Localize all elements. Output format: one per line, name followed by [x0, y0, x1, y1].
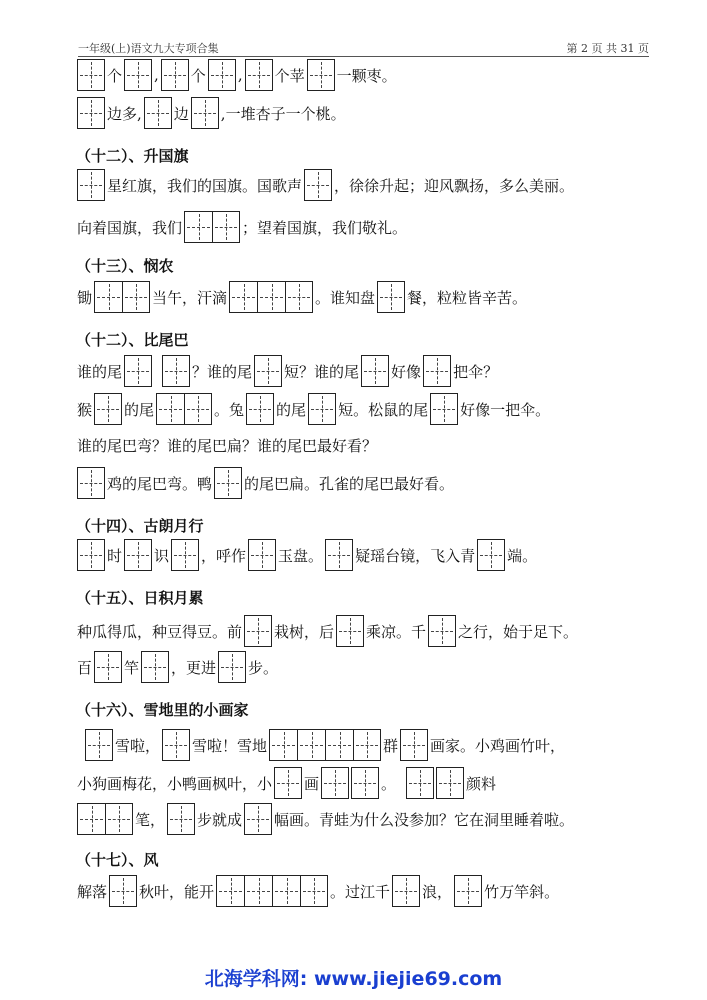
tianzige-writing-box[interactable] — [244, 875, 272, 907]
answer-grid-group — [167, 803, 195, 835]
tianzige-writing-box[interactable] — [109, 875, 137, 907]
tianzige-writing-box[interactable] — [307, 59, 335, 91]
worksheet-line — [76, 538, 538, 572]
answer-grid-group — [229, 281, 313, 313]
answer-grid-group — [406, 767, 434, 799]
answer-grid-group — [454, 875, 482, 907]
text-segment: 乘凉。千 — [366, 622, 427, 641]
doc-header-page: 第 2 页 共 31 页 — [566, 42, 649, 55]
text-segment: , — [237, 66, 243, 84]
text-segment: 猴 — [77, 400, 93, 419]
tianzige-writing-box[interactable] — [353, 729, 381, 761]
tianzige-writing-box[interactable] — [161, 59, 189, 91]
worksheet-line — [76, 428, 378, 462]
tianzige-writing-box[interactable] — [124, 59, 152, 91]
answer-grid-group — [304, 169, 332, 201]
worksheet-line — [76, 650, 279, 684]
answer-grid-group — [392, 875, 420, 907]
text-segment: ；望着国旗，我们敬礼。 — [242, 218, 408, 237]
tianzige-writing-box[interactable] — [77, 467, 105, 499]
text-segment: 把伞？ — [453, 362, 499, 381]
tianzige-writing-box[interactable] — [229, 281, 257, 313]
tianzige-writing-box[interactable] — [351, 767, 379, 799]
text-segment: 识 — [154, 546, 170, 565]
tianzige-writing-box[interactable] — [308, 393, 336, 425]
text-segment: 浪， — [422, 882, 453, 901]
answer-grid-group — [477, 539, 505, 571]
answer-grid-group — [244, 803, 272, 835]
answer-grid-group — [77, 97, 105, 129]
tianzige-writing-box[interactable] — [321, 767, 349, 799]
tianzige-writing-box[interactable] — [269, 729, 297, 761]
answer-grid-group — [308, 393, 336, 425]
text-segment: 谁的尾巴弯？谁的尾巴扁？谁的尾巴最好看？ — [77, 436, 378, 455]
tianzige-writing-box[interactable] — [244, 615, 272, 647]
answer-grid-group — [269, 729, 381, 761]
tianzige-writing-box[interactable] — [400, 729, 428, 761]
answer-grid-group — [191, 97, 219, 129]
tianzige-writing-box[interactable] — [274, 767, 302, 799]
worksheet-line — [76, 580, 204, 614]
section-heading: （十四）、古朗月行 — [76, 516, 204, 535]
answer-grid-group — [85, 729, 113, 761]
tianzige-writing-box[interactable] — [162, 729, 190, 761]
answer-grid-group — [144, 97, 172, 129]
section-heading: （十六）、雪地里的小画家 — [76, 700, 249, 719]
tianzige-writing-box[interactable] — [85, 729, 113, 761]
tianzige-writing-box[interactable] — [244, 803, 272, 835]
tianzige-writing-box[interactable] — [105, 803, 133, 835]
tianzige-writing-box[interactable] — [297, 729, 325, 761]
text-segment: 边 — [173, 104, 189, 123]
doc-header-title: 一年级(上)语文九大专项合集 — [78, 42, 219, 55]
text-segment: 疑瑶台镜，飞入青 — [355, 546, 476, 565]
section-heading: （十七）、风 — [76, 850, 159, 869]
text-segment: 短。松鼠的尾 — [338, 400, 429, 419]
text-segment: ？谁的尾 — [192, 362, 253, 381]
text-segment: 鸡的尾巴弯。鸭 — [107, 474, 213, 493]
answer-grid-group — [351, 767, 379, 799]
text-segment: 一颗枣。 — [336, 66, 397, 85]
worksheet-line — [76, 614, 579, 648]
tianzige-writing-box[interactable] — [184, 211, 212, 243]
text-segment: ，徐徐升起；迎风飘扬，多么美丽。 — [334, 176, 575, 195]
answer-grid-group — [77, 169, 105, 201]
worksheet-line — [76, 508, 204, 542]
section-heading: （十五）、日积月累 — [76, 588, 204, 607]
text-segment: 端。 — [507, 546, 538, 565]
answer-grid-group — [94, 651, 122, 683]
tianzige-writing-box[interactable] — [272, 875, 300, 907]
text-segment: 步。 — [248, 658, 279, 677]
worksheet-line — [76, 210, 408, 244]
section-heading: （十二）、比尾巴 — [76, 330, 189, 349]
text-segment: 画家。小鸡画竹叶， — [430, 736, 566, 755]
answer-grid-group — [400, 729, 428, 761]
tianzige-writing-box[interactable] — [124, 539, 152, 571]
tianzige-writing-box[interactable] — [430, 393, 458, 425]
answer-grid-group — [245, 59, 273, 91]
text-segment: ，更进 — [171, 658, 217, 677]
tianzige-writing-box[interactable] — [477, 539, 505, 571]
answer-grid-group — [325, 539, 353, 571]
answer-grid-group — [307, 59, 335, 91]
tianzige-writing-box[interactable] — [423, 355, 451, 387]
text-segment: 颜料 — [466, 774, 497, 793]
tianzige-writing-box[interactable] — [141, 651, 169, 683]
answer-grid-group — [336, 615, 364, 647]
tianzige-writing-box[interactable] — [94, 281, 122, 313]
text-segment: 竹万竿斜。 — [484, 882, 560, 901]
answer-grid-group — [156, 393, 212, 425]
worksheet-line — [76, 322, 189, 356]
tianzige-writing-box[interactable] — [124, 355, 152, 387]
tianzige-writing-box[interactable] — [214, 467, 242, 499]
worksheet-line — [76, 58, 398, 92]
answer-grid-group — [423, 355, 451, 387]
answer-grid-group — [162, 729, 190, 761]
answer-grid-group — [184, 211, 240, 243]
answer-grid-group — [428, 615, 456, 647]
text-segment: 的尾 — [124, 400, 155, 419]
tianzige-writing-box[interactable] — [392, 875, 420, 907]
tianzige-writing-box[interactable] — [257, 281, 285, 313]
answer-grid-group — [361, 355, 389, 387]
tianzige-writing-box[interactable] — [436, 767, 464, 799]
text-segment: 个 — [190, 66, 206, 85]
tianzige-writing-box[interactable] — [94, 651, 122, 683]
answer-grid-group — [77, 539, 105, 571]
tianzige-writing-box[interactable] — [77, 97, 105, 129]
text-segment: 。 — [381, 774, 397, 793]
tianzige-writing-box[interactable] — [245, 59, 273, 91]
worksheet-line — [76, 842, 159, 876]
worksheet-line — [76, 138, 189, 172]
site-footer: 北海学科网: www.jiejie69.com — [204, 968, 503, 990]
answer-grid-group — [171, 539, 199, 571]
text-segment: 。谁知盘 — [315, 288, 376, 307]
text-segment: 玉盘。 — [278, 546, 324, 565]
answer-grid-group — [161, 59, 189, 91]
answer-grid-group — [244, 615, 272, 647]
tianzige-writing-box[interactable] — [246, 393, 274, 425]
answer-grid-group — [216, 875, 328, 907]
text-segment: 竿 — [124, 658, 140, 677]
text-segment: 之行，始于足下。 — [458, 622, 579, 641]
text-segment: 笔， — [135, 810, 166, 829]
worksheet-line — [76, 692, 249, 726]
tianzige-writing-box[interactable] — [285, 281, 313, 313]
header-rule — [78, 56, 649, 57]
tianzige-writing-box[interactable] — [144, 97, 172, 129]
answer-grid-group — [77, 467, 105, 499]
worksheet-line — [76, 280, 528, 314]
answer-grid-group — [77, 803, 133, 835]
worksheet-line — [76, 248, 174, 282]
text-segment: 百 — [77, 658, 93, 677]
tianzige-writing-box[interactable] — [336, 615, 364, 647]
text-segment: 解落 — [77, 882, 108, 901]
text-segment: 餐，粒粒皆辛苦。 — [407, 288, 528, 307]
text-segment: 。兔 — [214, 400, 245, 419]
tianzige-writing-box[interactable] — [218, 651, 246, 683]
text-segment: 星红旗，我们的国旗。国歌声 — [107, 176, 303, 195]
tianzige-writing-box[interactable] — [184, 393, 212, 425]
text-segment: 栽树，后 — [274, 622, 335, 641]
answer-grid-group — [94, 393, 122, 425]
section-heading: （十三）、悯农 — [76, 256, 174, 275]
answer-grid-group — [124, 59, 152, 91]
answer-grid-group — [246, 393, 274, 425]
text-segment: 画 — [304, 774, 320, 793]
tianzige-writing-box[interactable] — [300, 875, 328, 907]
answer-grid-group — [208, 59, 236, 91]
tianzige-writing-box[interactable] — [361, 355, 389, 387]
worksheet-line — [76, 874, 560, 908]
tianzige-writing-box[interactable] — [248, 539, 276, 571]
text-segment: 时 — [107, 546, 123, 565]
tianzige-writing-box[interactable] — [191, 97, 219, 129]
text-segment: 秋叶，能开 — [139, 882, 215, 901]
text-segment: 好像 — [391, 362, 422, 381]
text-segment: 个苹 — [274, 66, 305, 85]
answer-grid-group — [141, 651, 169, 683]
text-segment: 短？谁的尾 — [284, 362, 360, 381]
text-segment: 好像一把伞。 — [460, 400, 551, 419]
tianzige-writing-box[interactable] — [454, 875, 482, 907]
text-segment: 。过江千 — [330, 882, 391, 901]
tianzige-writing-box[interactable] — [167, 803, 195, 835]
tianzige-writing-box[interactable] — [77, 539, 105, 571]
tianzige-writing-box[interactable] — [304, 169, 332, 201]
text-segment: , — [154, 66, 159, 84]
tianzige-writing-box[interactable] — [94, 393, 122, 425]
tianzige-writing-box[interactable] — [377, 281, 405, 313]
answer-grid-group — [109, 875, 137, 907]
tianzige-writing-box[interactable] — [171, 539, 199, 571]
tianzige-writing-box[interactable] — [216, 875, 244, 907]
worksheet-line — [76, 802, 575, 836]
text-segment: 雪啦！雪地 — [192, 736, 268, 755]
worksheet-line — [76, 466, 455, 500]
worksheet-line — [76, 766, 497, 800]
tianzige-writing-box[interactable] — [212, 211, 240, 243]
tianzige-writing-box[interactable] — [208, 59, 236, 91]
worksheet-line — [76, 168, 575, 202]
text-segment: 向着国旗，我们 — [77, 218, 183, 237]
section-heading: （十二）、升国旗 — [76, 146, 189, 165]
answer-grid-group — [124, 355, 152, 387]
answer-grid-group — [274, 767, 302, 799]
answer-grid-group — [162, 355, 190, 387]
text-segment: 雪啦， — [115, 736, 161, 755]
text-segment: ，呼作 — [201, 546, 247, 565]
answer-grid-group — [124, 539, 152, 571]
text-segment: ,一堆杏子一个桃。 — [220, 104, 346, 123]
answer-grid-group — [248, 539, 276, 571]
worksheet-line — [76, 392, 551, 426]
answer-grid-group — [430, 393, 458, 425]
text-segment: 谁的尾 — [77, 362, 123, 381]
text-segment: 锄 — [77, 288, 93, 307]
worksheet-line — [76, 96, 347, 130]
text-segment: 幅画。青蛙为什么没参加？它在洞里睡着啦。 — [274, 810, 575, 829]
tianzige-writing-box[interactable] — [162, 355, 190, 387]
text-segment: 个 — [107, 66, 123, 85]
text-segment: 的尾巴扁。孔雀的尾巴最好看。 — [244, 474, 455, 493]
tianzige-writing-box[interactable] — [122, 281, 150, 313]
tianzige-writing-box[interactable] — [77, 803, 105, 835]
worksheet-line — [76, 354, 499, 388]
worksheet-line — [76, 728, 566, 762]
answer-grid-group — [321, 767, 349, 799]
text-segment: 种瓜得瓜，种豆得豆。前 — [77, 622, 243, 641]
answer-grid-group — [77, 59, 105, 91]
text-segment: 小狗画梅花，小鸭画枫叶，小 — [77, 774, 273, 793]
tianzige-writing-box[interactable] — [156, 393, 184, 425]
text-segment: 的尾 — [276, 400, 307, 419]
tianzige-writing-box[interactable] — [254, 355, 282, 387]
tianzige-writing-box[interactable] — [325, 729, 353, 761]
tianzige-writing-box[interactable] — [406, 767, 434, 799]
answer-grid-group — [254, 355, 282, 387]
answer-grid-group — [214, 467, 242, 499]
answer-grid-group — [218, 651, 246, 683]
answer-grid-group — [377, 281, 405, 313]
tianzige-writing-box[interactable] — [325, 539, 353, 571]
answer-grid-group — [94, 281, 150, 313]
tianzige-writing-box[interactable] — [77, 169, 105, 201]
text-segment: 群 — [383, 736, 399, 755]
tianzige-writing-box[interactable] — [428, 615, 456, 647]
text-segment: 当午，汗滴 — [152, 288, 228, 307]
answer-grid-group — [436, 767, 464, 799]
tianzige-writing-box[interactable] — [77, 59, 105, 91]
text-segment: 边多, — [107, 104, 142, 123]
text-segment: 步就成 — [197, 810, 243, 829]
